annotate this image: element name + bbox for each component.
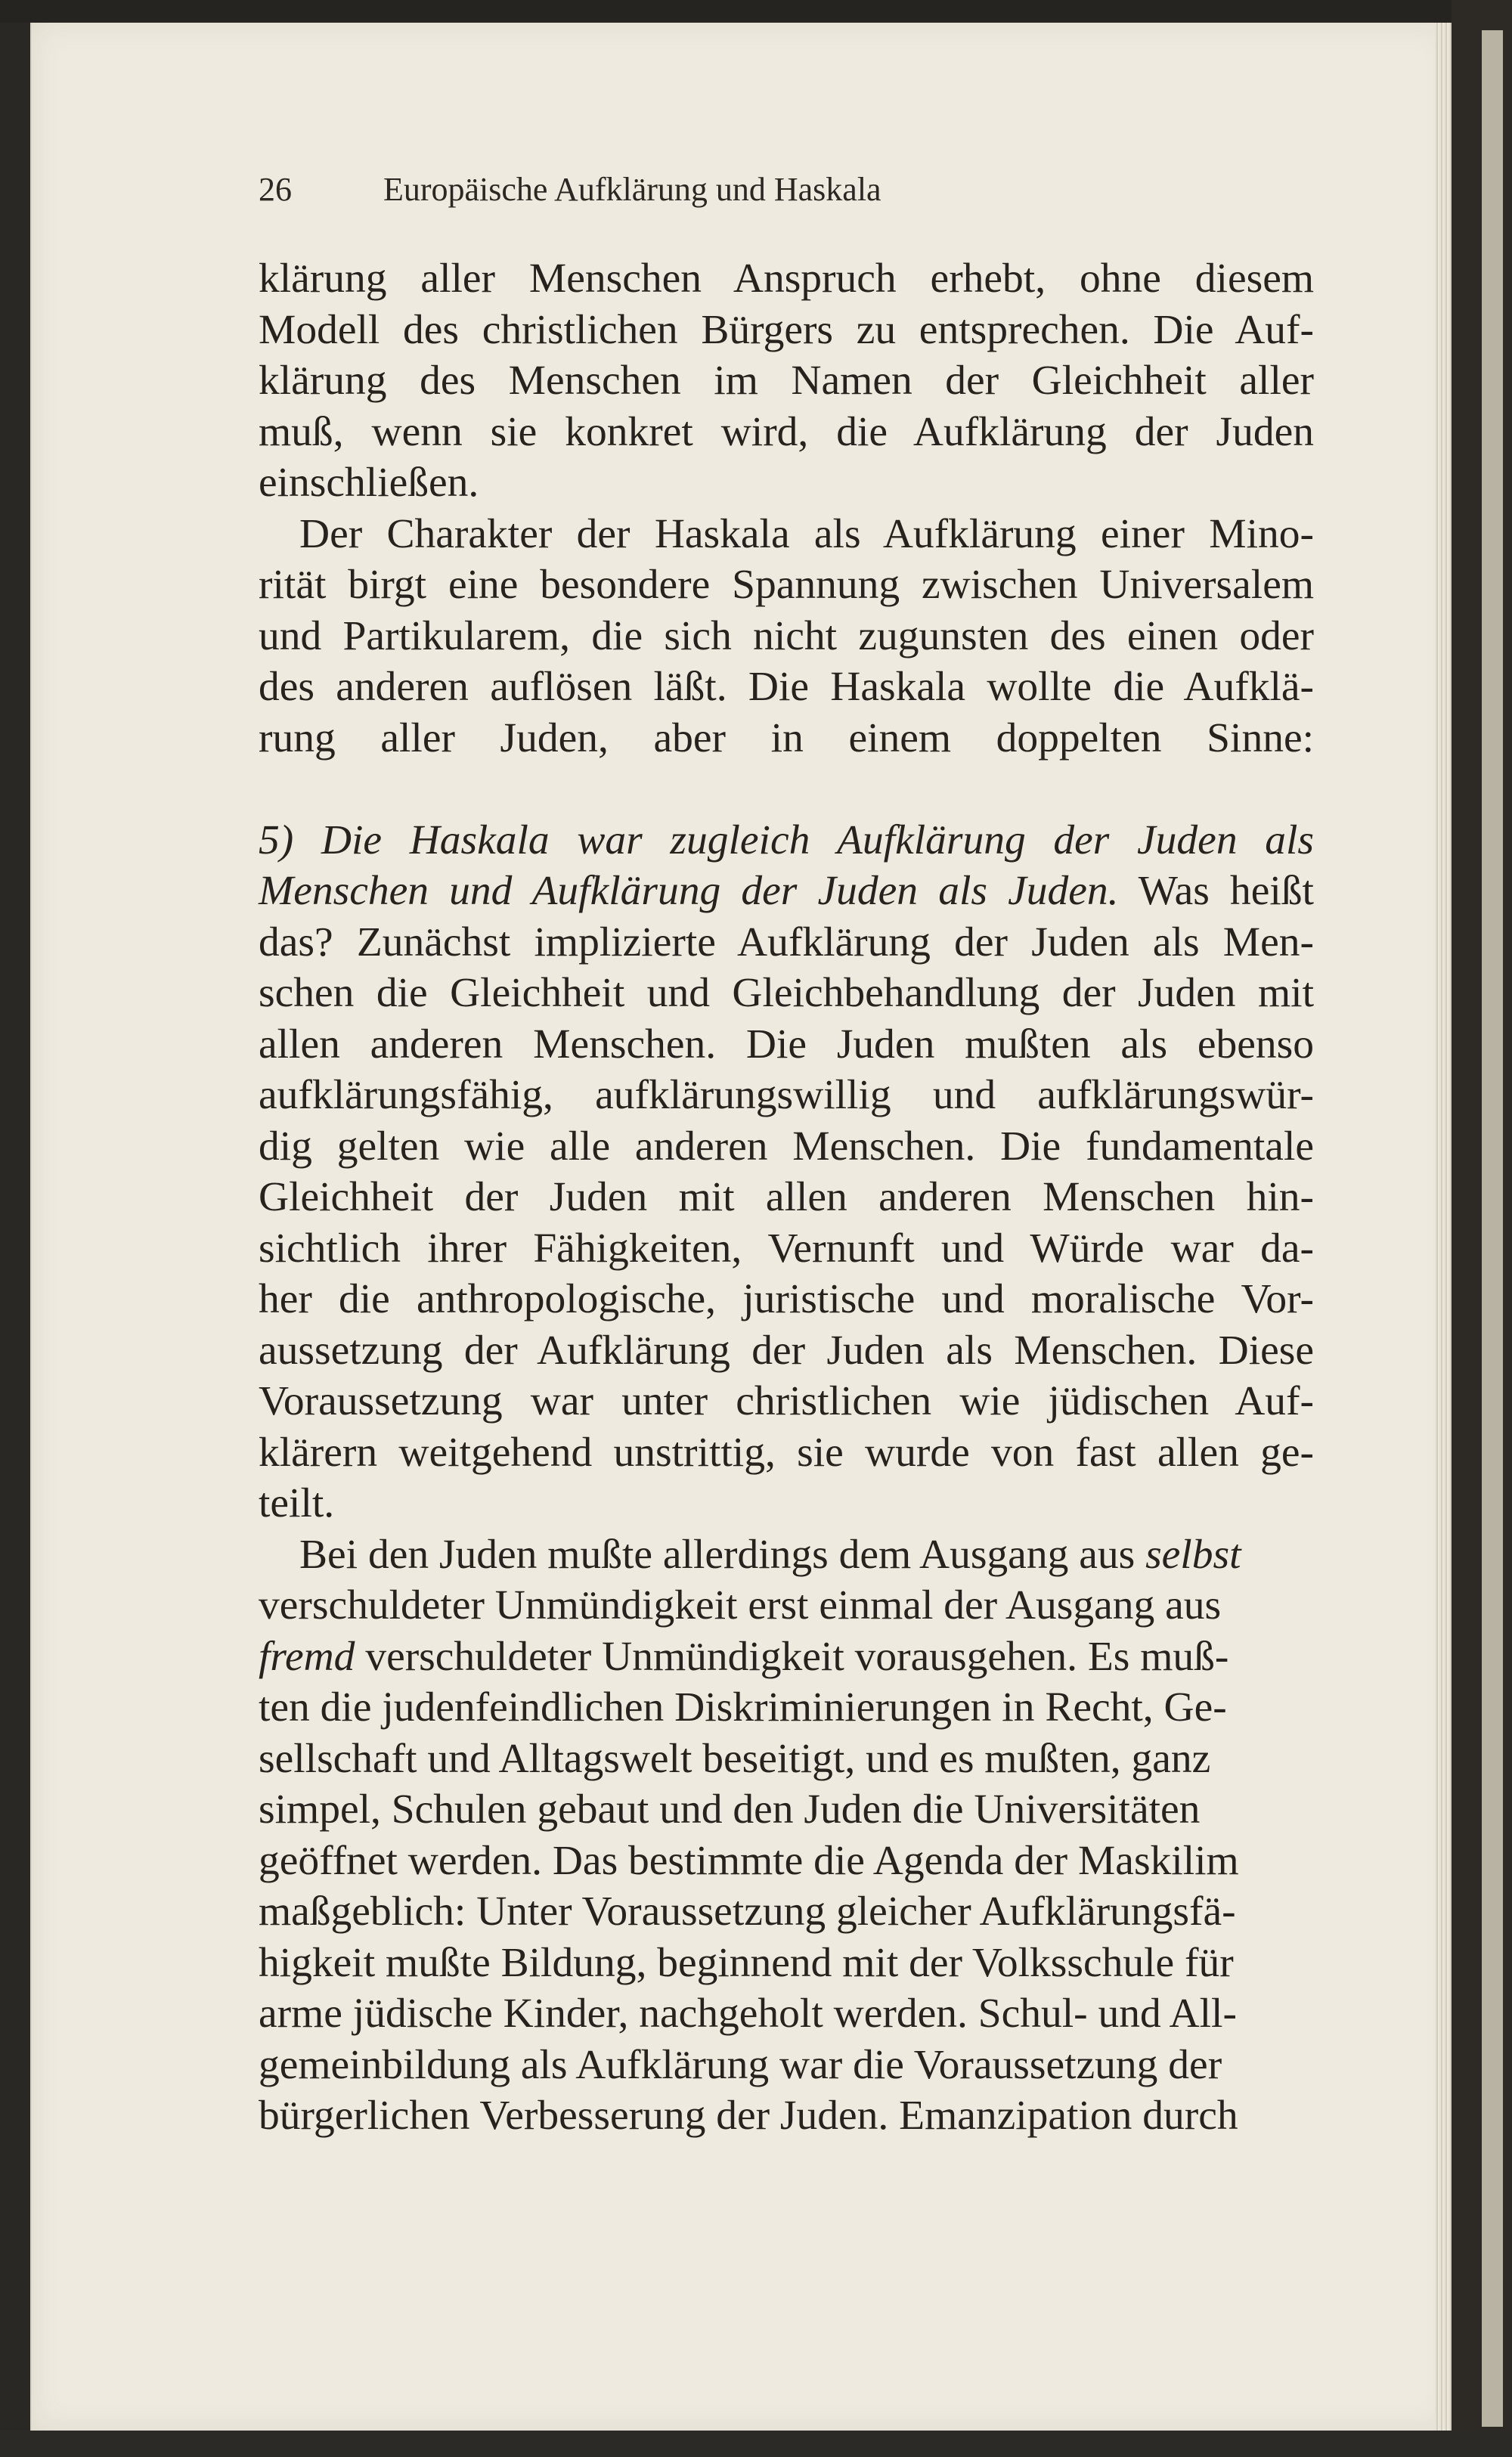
- page-number: 26: [259, 171, 292, 208]
- text-line: klärern weitgehend unstrittig, sie wurde von fast allen ge-: [259, 1429, 1314, 1476]
- text-line: sellschaft und Alltagswelt beseitigt, und es mußten, ganz: [259, 1735, 1211, 1782]
- text-line: aussetzung der Aufklärung der Juden als Menschen. Diese: [259, 1327, 1314, 1374]
- text-line: dig gelten wie alle anderen Menschen. Die fundamentale: [259, 1123, 1314, 1170]
- scan-background-top: [0, 0, 1512, 23]
- text-line-italic: Menschen und Aufklärung der Juden als Juden.: [259, 868, 1119, 914]
- text-line: des anderen auflösen läßt. Die Haskala wollte die Aufklä-: [259, 664, 1314, 710]
- text-line: Modell des christlichen Bürgers zu entsprechen. Die Auf-: [259, 306, 1314, 353]
- text-line: Gleichheit der Juden mit allen anderen Menschen hin-: [259, 1174, 1314, 1220]
- text-line: gemeinbildung als Aufklärung war die Voraussetzung der: [259, 2041, 1222, 2088]
- text-line: Der Charakter der Haskala als Aufklärung einer Mino-: [299, 510, 1314, 557]
- text-line: klärung aller Menschen Anspruch erhebt, ohne diesem: [259, 256, 1314, 302]
- text-line-italic: fremd: [259, 1633, 355, 1680]
- text-line: aufklärungsfähig, aufklärungswillig und aufklärungswür-: [259, 1072, 1314, 1118]
- body-text: [259, 253, 1314, 2142]
- text-line: verschuldeter Unmündigkeit erst einmal der Ausgang aus: [259, 1582, 1222, 1628]
- text-line: Was heißt: [1118, 868, 1314, 914]
- paragraph-haskala-minority: [259, 509, 1314, 764]
- text-line: teilt.: [259, 1480, 335, 1526]
- text-line: geöffnet werden. Das bestimmte die Agenda der Maskilim: [259, 1837, 1239, 1884]
- text-line: arme jüdische Kinder, nachgeholt werden. Schul- und All-: [259, 1991, 1237, 2037]
- page-edges: [1435, 23, 1452, 2431]
- paragraph-thesis-5: [259, 815, 1314, 1529]
- text-line-italic: selbst: [1145, 1531, 1241, 1578]
- running-title: Europäische Aufklärung und Haskala: [383, 171, 881, 208]
- text-line: ten die judenfeindlichen Diskriminierungen in Recht, Ge-: [259, 1684, 1227, 1730]
- text-line: simpel, Schulen gebaut und den Juden die Universitäten: [259, 1786, 1201, 1833]
- next-page-strip: [1482, 30, 1503, 2427]
- text-line: Bei den Juden mußte allerdings dem Ausgang aus: [299, 1531, 1146, 1578]
- text-line: und Partikularem, die sich nicht zugunsten des einen oder: [259, 612, 1314, 659]
- scan-background-bottom: [0, 2431, 1512, 2457]
- paragraph-selbst-fremd: [259, 1529, 1314, 2142]
- text-line: klärung des Menschen im Namen der Gleichheit aller: [259, 358, 1314, 404]
- text-line: Voraussetzung war unter christlichen wie jüdischen Auf-: [259, 1378, 1314, 1424]
- text-line: her die anthropologische, juristische und moralische Vor-: [259, 1276, 1314, 1322]
- text-line: verschuldeter Unmündigkeit vorausgehen. Es muß-: [355, 1633, 1229, 1680]
- text-line: muß, wenn sie konkret wird, die Aufklärung der Juden: [259, 408, 1314, 455]
- text-line: das? Zunächst implizierte Aufklärung der Juden als Men-: [259, 919, 1314, 965]
- text-line: sichtlich ihrer Fähigkeiten, Vernunft und Würde war da-: [259, 1225, 1314, 1272]
- paragraph-continuation: [259, 253, 1314, 509]
- text-line: higkeit mußte Bildung, beginnend mit der Volksschule für: [259, 1939, 1234, 1986]
- text-line: schen die Gleichheit und Gleichbehandlung der Juden mit: [259, 970, 1314, 1016]
- text-line: einschließen.: [259, 460, 479, 506]
- text-line: bürgerlichen Verbesserung der Juden. Emanzipation durch: [259, 2093, 1238, 2139]
- text-line: maßgeblich: Unter Voraussetzung gleicher Aufklärungsfä-: [259, 1888, 1236, 1935]
- text-line: rität birgt eine besondere Spannung zwischen Universalem: [259, 562, 1314, 608]
- text-line-italic: 5) Die Haskala war zugleich Aufklärung der Juden als: [259, 816, 1314, 863]
- text-line: allen anderen Menschen. Die Juden mußten als ebenso: [259, 1021, 1314, 1067]
- text-line: rung aller Juden, aber in einem doppelten Sinne:: [259, 714, 1314, 761]
